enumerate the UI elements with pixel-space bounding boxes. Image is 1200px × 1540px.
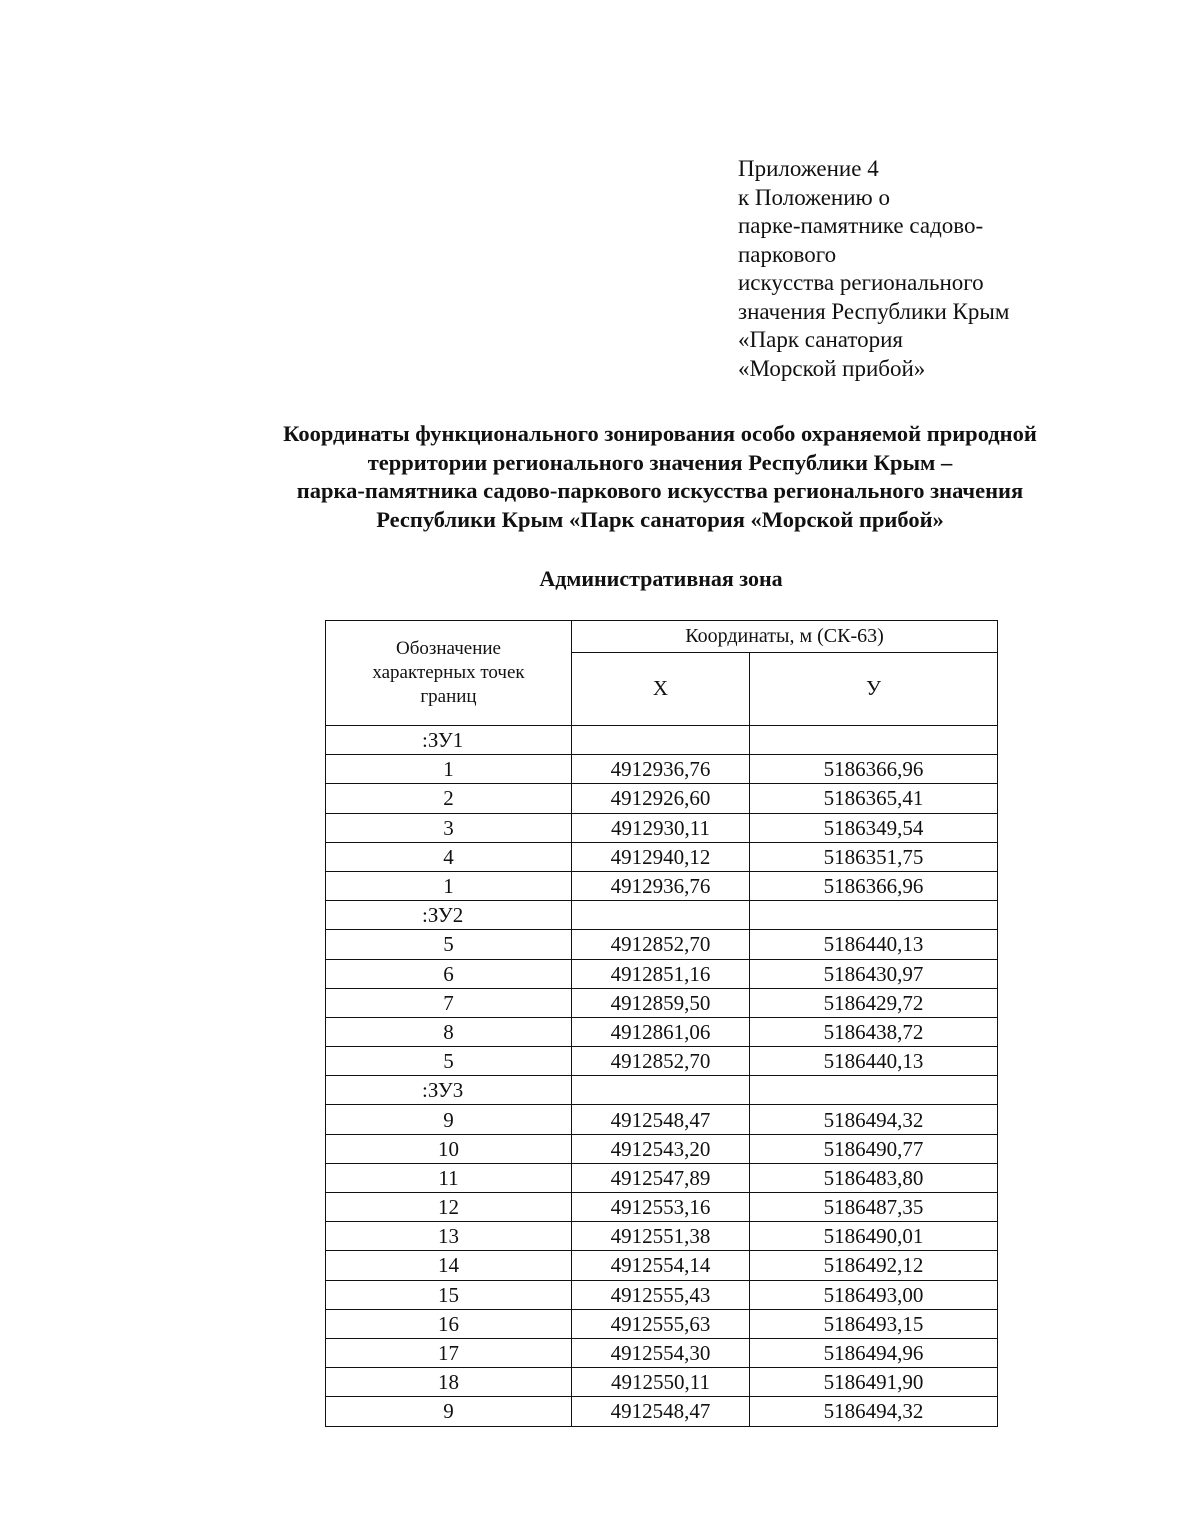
point-number: 11 — [326, 1163, 572, 1192]
table-row — [326, 1163, 998, 1192]
coord-x: 4912554,14 — [572, 1251, 750, 1280]
zone-row — [326, 726, 998, 755]
table-row — [326, 1368, 998, 1397]
zone-label: :ЗУ3 — [326, 1076, 572, 1105]
point-number: 2 — [326, 784, 572, 813]
appendix-line: искусства регионального — [738, 270, 984, 295]
coord-y: 5186494,32 — [750, 1105, 998, 1134]
appendix-line: значения Республики Крым — [738, 298, 1010, 324]
table-row — [326, 842, 998, 871]
coord-y: 5186349,54 — [750, 813, 998, 842]
point-number: 9 — [326, 1397, 572, 1426]
coord-y: 5186493,00 — [750, 1280, 998, 1309]
table-row — [326, 813, 998, 842]
coord-x — [572, 726, 750, 755]
point-number: 5 — [326, 1047, 572, 1076]
zone-row — [326, 901, 998, 930]
point-number: 10 — [326, 1134, 572, 1163]
point-number: 4 — [326, 842, 572, 871]
point-number: 8 — [326, 1017, 572, 1046]
point-number: 18 — [326, 1368, 572, 1397]
table-body — [326, 726, 998, 1427]
coord-x: 4912852,70 — [572, 1047, 750, 1076]
coord-x: 4912852,70 — [572, 930, 750, 959]
coord-y: 5186493,15 — [750, 1309, 998, 1338]
table-row — [326, 930, 998, 959]
coord-x — [572, 1076, 750, 1105]
document-title — [150, 420, 1170, 534]
header-point-label — [326, 621, 572, 726]
coord-y: 5186440,13 — [750, 1047, 998, 1076]
header-y: У — [750, 652, 998, 725]
coord-y: 5186483,80 — [750, 1163, 998, 1192]
title-line: территории регионального значения Республики Крым – — [367, 449, 953, 475]
title-line: Республики Крым «Парк санатория «Морской прибой» — [376, 506, 944, 532]
point-number: 3 — [326, 813, 572, 842]
header-label-line: Обозначение — [396, 638, 501, 659]
coord-x: 4912926,60 — [572, 784, 750, 813]
table-row — [326, 1047, 998, 1076]
coord-x — [572, 901, 750, 930]
section-title: Административная зона — [539, 566, 783, 591]
point-number: 13 — [326, 1222, 572, 1251]
coord-x: 4912554,30 — [572, 1338, 750, 1367]
coord-x: 4912861,06 — [572, 1017, 750, 1046]
coord-x: 4912851,16 — [572, 959, 750, 988]
table-row — [326, 1017, 998, 1046]
point-number: 9 — [326, 1105, 572, 1134]
appendix-line: Приложение 4 — [738, 156, 879, 181]
coord-y: 5186429,72 — [750, 988, 998, 1017]
zone-label: :ЗУ1 — [326, 726, 572, 755]
header-label-line: характерных точек — [372, 662, 525, 683]
point-number: 1 — [326, 871, 572, 900]
coord-x: 4912555,63 — [572, 1309, 750, 1338]
table-row — [326, 784, 998, 813]
coord-y: 5186351,75 — [750, 842, 998, 871]
coord-x: 4912543,20 — [572, 1134, 750, 1163]
zone-row — [326, 1076, 998, 1105]
table-row — [326, 1193, 998, 1222]
coord-x: 4912936,76 — [572, 871, 750, 900]
point-number: 1 — [326, 755, 572, 784]
coord-y: 5186487,35 — [750, 1193, 998, 1222]
header-label-line: границ — [420, 686, 477, 707]
title-line: парка-памятника садово-паркового искусства регионального значения — [296, 478, 1024, 503]
appendix-reference — [738, 155, 1078, 383]
point-number: 7 — [326, 988, 572, 1017]
appendix-line: «Парк санатория — [738, 327, 903, 352]
coord-y: 5186491,90 — [750, 1368, 998, 1397]
coord-y: 5186365,41 — [750, 784, 998, 813]
coord-y — [750, 901, 998, 930]
coord-x: 4912555,43 — [572, 1280, 750, 1309]
coord-x: 4912551,38 — [572, 1222, 750, 1251]
coord-y: 5186492,12 — [750, 1251, 998, 1280]
coord-x: 4912550,11 — [572, 1368, 750, 1397]
coord-y: 5186440,13 — [750, 930, 998, 959]
coord-y: 5186490,01 — [750, 1222, 998, 1251]
table-row — [326, 1105, 998, 1134]
appendix-line: «Морской прибой» — [738, 355, 926, 381]
table-row — [326, 1251, 998, 1280]
coord-x: 4912548,47 — [572, 1397, 750, 1426]
point-number: 16 — [326, 1309, 572, 1338]
coord-x: 4912553,16 — [572, 1193, 750, 1222]
header-x: X — [572, 652, 750, 725]
coord-x: 4912547,89 — [572, 1163, 750, 1192]
appendix-line: паркового — [738, 241, 837, 267]
coord-y: 5186366,96 — [750, 871, 998, 900]
appendix-line: парке-памятнике садово- — [738, 213, 984, 238]
table-row — [326, 1134, 998, 1163]
coord-y: 5186438,72 — [750, 1017, 998, 1046]
coord-y — [750, 1076, 998, 1105]
table-row — [326, 1280, 998, 1309]
title-line: Координаты функционального зонирования особо охраняемой природной — [283, 421, 1037, 446]
point-number: 5 — [326, 930, 572, 959]
coord-y: 5186494,96 — [750, 1338, 998, 1367]
coord-x: 4912548,47 — [572, 1105, 750, 1134]
table-row — [326, 959, 998, 988]
table-row — [326, 1397, 998, 1426]
coord-y: 5186494,32 — [750, 1397, 998, 1426]
coord-y: 5186490,77 — [750, 1134, 998, 1163]
table-row — [326, 1338, 998, 1367]
coord-x: 4912859,50 — [572, 988, 750, 1017]
coord-x: 4912930,11 — [572, 813, 750, 842]
point-number: 6 — [326, 959, 572, 988]
table-row — [326, 871, 998, 900]
coord-y: 5186366,96 — [750, 755, 998, 784]
table-row — [326, 1309, 998, 1338]
point-number: 17 — [326, 1338, 572, 1367]
point-number: 14 — [326, 1251, 572, 1280]
table-header — [326, 621, 998, 726]
coordinates-table — [325, 620, 998, 1427]
coord-x: 4912940,12 — [572, 842, 750, 871]
point-number: 15 — [326, 1280, 572, 1309]
zone-label: :ЗУ2 — [326, 901, 572, 930]
table-row — [326, 988, 998, 1017]
table-row — [326, 755, 998, 784]
table-row — [326, 1222, 998, 1251]
point-number: 12 — [326, 1193, 572, 1222]
header-coordinates-group: Координаты, м (СК-63) — [572, 621, 998, 653]
coord-y — [750, 726, 998, 755]
coord-x: 4912936,76 — [572, 755, 750, 784]
appendix-line: к Положению о — [738, 184, 890, 210]
coord-y: 5186430,97 — [750, 959, 998, 988]
